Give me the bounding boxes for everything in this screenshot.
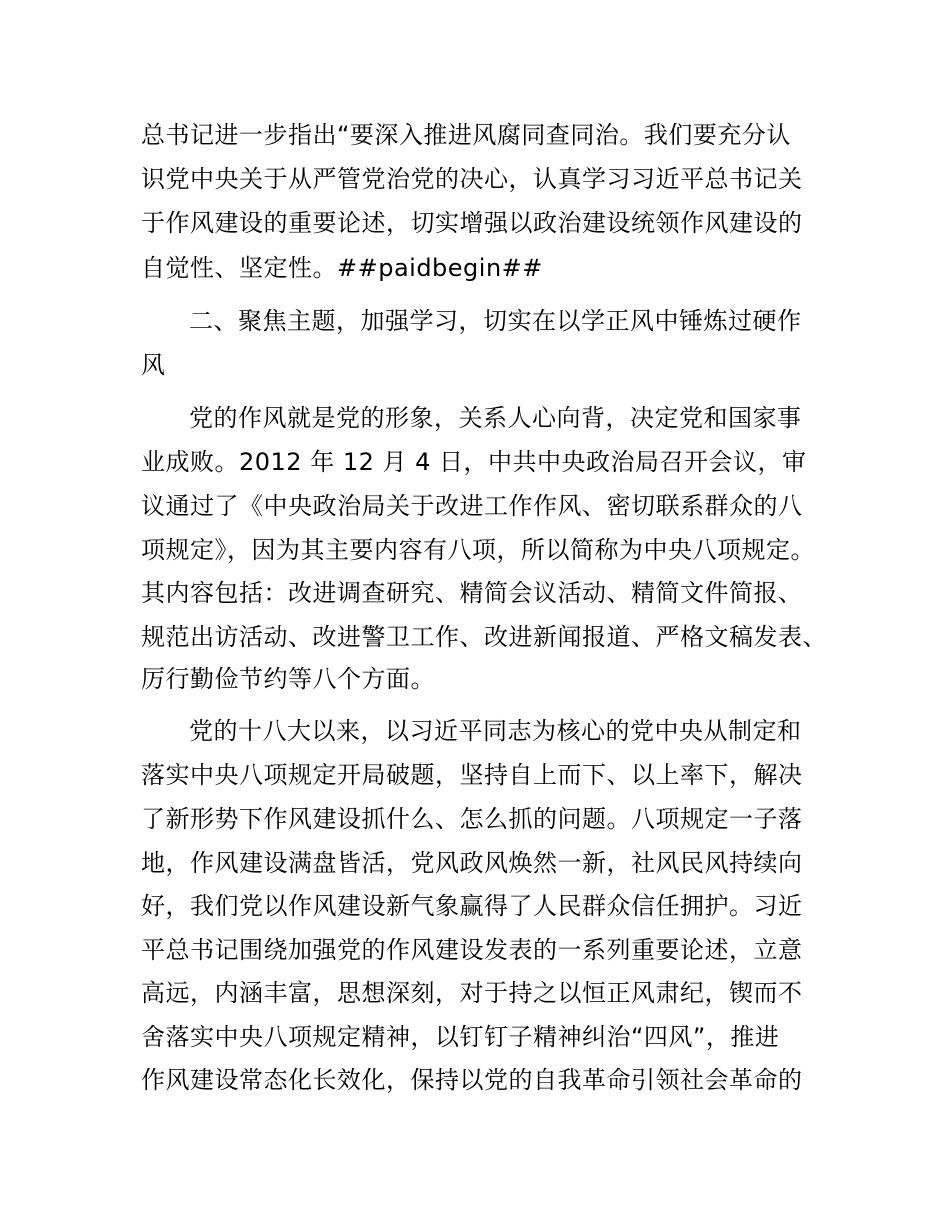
text-line: 作风建设常态化长效化，保持以党的自我革命引领社会革命的: [141, 1066, 803, 1094]
text-line: 自觉性、坚定性。##paidbegin##: [141, 254, 543, 282]
text-line: 党的十八大以来，以习近平同志为核心的党中央从制定和: [189, 717, 802, 745]
text-line: 项规定》，因为其主要内容有八项，所以简称为中央八项规定。: [141, 536, 815, 564]
section-heading-line: 二、聚焦主题，加强学习，切实在以学正风中锤炼过硬作: [189, 307, 802, 335]
text-line: 议通过了《中央政治局关于改进工作作风、密切联系群众的八: [141, 492, 803, 520]
text-line: 高远，内涵丰富，思想深刻，对于持之以恒正风肃纪，锲而不: [141, 979, 803, 1007]
text-line: 规范出访活动、改进警卫工作、改进新闻报道、严格文稿发表、: [141, 623, 827, 651]
text-line: 平总书记围绕加强党的作风建设发表的一系列重要论述，立意: [141, 936, 803, 964]
text-line: 地，作风建设满盘皆活，党风政风焕然一新，社风民风持续向: [141, 849, 803, 877]
text-line: 总书记进一步指出“要深入推进风腐同查同治。我们要充分认: [141, 121, 791, 149]
text-line: 其内容包括：改进调查研究、精简会议活动、精简文件简报、: [141, 579, 803, 607]
text-line: 于作风建设的重要论述，切实增强以政治建设统领作风建设的: [141, 209, 803, 237]
text-line: 识党中央关于从严管党治党的决心，认真学习习近平总书记关: [141, 165, 803, 193]
text-line: 落实中央八项规定开局破题，坚持自上而下、以上率下，解决: [141, 761, 803, 789]
text-line: 舍落实中央八项规定精神，以钉钉子精神纠治“四风”，推进: [141, 1023, 780, 1051]
text-line: 党的作风就是党的形象，关系人心向背，决定党和国家事: [189, 404, 802, 432]
text-line: 业成败。2012 年 12 月 4 日，中共中央政治局召开会议，审: [141, 448, 807, 476]
text-line: 好，我们党以作风建设新气象赢得了人民群众信任拥护。习近: [141, 892, 803, 920]
text-line: 厉行勤俭节约等八个方面。: [141, 665, 435, 693]
text-line: 了新形势下作风建设抓什么、怎么抓的问题。八项规定一子落: [141, 805, 803, 833]
section-heading-line: 风: [141, 351, 166, 379]
